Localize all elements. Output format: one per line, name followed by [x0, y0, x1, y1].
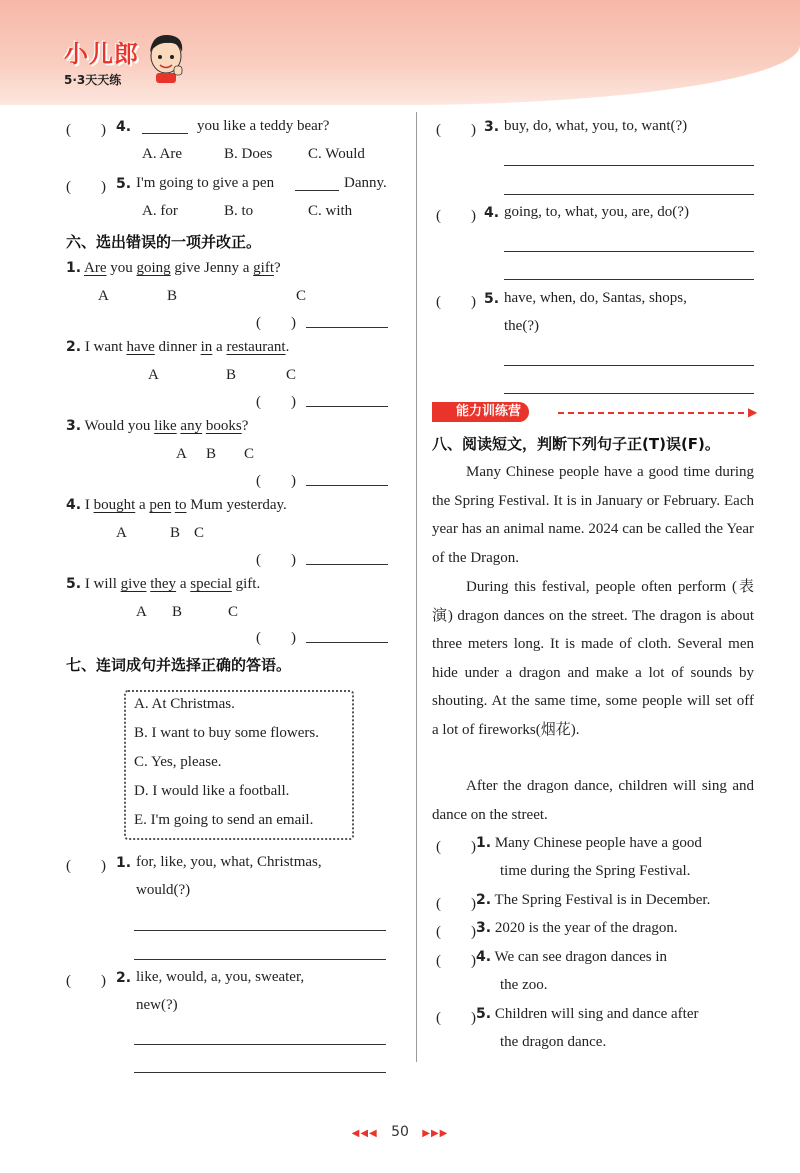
question-number: 4.: [484, 205, 500, 221]
fill-blank[interactable]: [295, 177, 339, 191]
answer-paren[interactable]: ( ): [436, 1010, 476, 1026]
answer-option: D. I would like a football.: [134, 783, 290, 799]
label-c: C: [244, 446, 255, 462]
question-number: 2.: [116, 970, 132, 986]
label-c: C: [296, 288, 307, 304]
question-number: 5.: [116, 176, 132, 192]
answer-paren[interactable]: ( ): [66, 858, 106, 874]
sentence-line[interactable]: [504, 251, 754, 252]
tf-item-cont: the zoo.: [500, 977, 548, 993]
word-list: for, like, you, what, Christmas,: [136, 854, 322, 870]
answer-paren[interactable]: ( ): [256, 315, 296, 331]
section-8-title: 八、阅读短文，判断下列句子正(T)误(F)。: [432, 435, 720, 453]
label-c: C: [228, 604, 239, 620]
badge-rule: [558, 412, 754, 414]
tf-item: 1. Many Chinese people have a good: [476, 835, 702, 851]
answer-option: E. I'm going to send an email.: [134, 812, 314, 828]
sentence-line[interactable]: [504, 279, 754, 280]
answer-option: C. Yes, please.: [134, 754, 222, 770]
option-c: C. Would: [308, 146, 365, 162]
section-7-title: 七、连词成句并选择正确的答语。: [66, 656, 292, 674]
label-a: A: [98, 288, 109, 304]
label-b: B: [167, 288, 178, 304]
label-b: B: [172, 604, 183, 620]
sentence-line[interactable]: [134, 1044, 386, 1045]
error-sentence: 4. I bought a pen to Mum yesterday.: [66, 497, 287, 513]
answer-paren[interactable]: ( ): [436, 208, 476, 224]
option-a: A. Are: [142, 146, 182, 162]
brand-title: 小儿郎: [64, 40, 139, 68]
tf-item-cont: the dragon dance.: [500, 1034, 607, 1050]
answer-paren[interactable]: ( ): [256, 630, 296, 646]
column-divider: [416, 112, 417, 1062]
brand-logo: [64, 34, 139, 88]
correction-line[interactable]: [306, 406, 388, 407]
tf-item-cont: time during the Spring Festival.: [500, 863, 691, 879]
tf-item: 2. The Spring Festival is in December.: [476, 892, 711, 908]
page-footer: [0, 1124, 800, 1140]
error-sentence: 2. I want have dinner in a restaurant.: [66, 339, 290, 355]
sentence-line[interactable]: [504, 165, 754, 166]
passage-paragraph: After the dragon dance, children will sing and dance on the street.: [432, 778, 754, 823]
label-a: A: [148, 367, 159, 383]
question-number: 4.: [116, 119, 132, 135]
label-b: B: [206, 446, 217, 462]
answer-paren[interactable]: ( ): [436, 122, 476, 138]
next-arrows-icon: ▶▶▶: [422, 1128, 449, 1139]
answer-paren[interactable]: ( ): [436, 294, 476, 310]
word-list-cont: the(?): [504, 318, 539, 334]
tf-item: 4. We can see dragon dances in: [476, 949, 668, 965]
arrow-icon: ▶: [748, 405, 758, 419]
word-list: going, to, what, you, are, do(?): [504, 204, 689, 220]
correction-line[interactable]: [306, 485, 388, 486]
correction-line[interactable]: [306, 564, 388, 565]
section-badge: 能力训练营: [432, 402, 529, 422]
answer-paren[interactable]: ( ): [436, 839, 476, 855]
sentence-line[interactable]: [134, 959, 386, 960]
question-text-end: Danny.: [344, 175, 387, 191]
label-c: C: [286, 367, 297, 383]
label-b: B: [170, 525, 181, 541]
page-number: 50: [391, 1124, 409, 1140]
passage-paragraph: During this festival, people often perform (表演) dragon dances on the street. The dragon is about three meters long. It is made of cloth. Several men hide under a dragon and make a lot of sounds by shouting. At the same time, some people will set off a lot of fireworks(烟花).: [432, 579, 754, 738]
error-sentence: 3. Would you like any books?: [66, 418, 249, 434]
option-a: A. for: [142, 203, 178, 219]
tf-item: 5. Children will sing and dance after: [476, 1006, 699, 1022]
word-list: have, when, do, Santas, shops,: [504, 290, 687, 306]
option-c: C. with: [308, 203, 353, 219]
answer-paren[interactable]: ( ): [436, 924, 476, 940]
answer-paren[interactable]: ( ): [66, 973, 106, 989]
label-a: A: [136, 604, 147, 620]
sentence-line[interactable]: [504, 393, 754, 394]
word-list-cont: new(?): [136, 997, 178, 1013]
error-sentence: 1. Are you going give Jenny a gift?: [66, 260, 281, 276]
option-b: B. Does: [224, 146, 273, 162]
sentence-line[interactable]: [134, 1072, 386, 1073]
question-number: 5.: [484, 291, 500, 307]
word-list: buy, do, what, you, to, want(?): [504, 118, 688, 134]
label-a: A: [176, 446, 187, 462]
correction-line[interactable]: [306, 327, 388, 328]
sentence-line[interactable]: [504, 194, 754, 195]
answer-options-box: [124, 690, 354, 840]
correction-line[interactable]: [306, 642, 388, 643]
answer-option: B. I want to buy some flowers.: [134, 725, 319, 741]
passage-paragraph: Many Chinese people have a good time during the Spring Festival. It is in January or February. Each year has an animal name. 2024 can be called the Year of the Dragon.: [432, 464, 754, 566]
section-6-title: 六、选出错误的一项并改正。: [66, 233, 262, 251]
label-a: A: [116, 525, 127, 541]
brand-subtitle: 5·3天天练: [64, 73, 122, 87]
answer-paren[interactable]: ( ): [436, 953, 476, 969]
prev-arrows-icon: ◀◀◀: [351, 1128, 378, 1139]
answer-paren[interactable]: ( ): [256, 552, 296, 568]
answer-paren[interactable]: ( ): [66, 179, 106, 195]
error-sentence: 5. I will give they a special gift.: [66, 576, 261, 592]
mascot-boy-icon: [144, 30, 188, 84]
answer-paren[interactable]: ( ): [256, 473, 296, 489]
label-b: B: [226, 367, 237, 383]
question-text: you like a teddy bear?: [197, 118, 330, 134]
answer-paren[interactable]: ( ): [256, 394, 296, 410]
answer-paren[interactable]: ( ): [66, 122, 106, 138]
word-list: like, would, a, you, sweater,: [136, 969, 305, 985]
question-number: 1.: [116, 855, 132, 871]
label-c: C: [194, 525, 205, 541]
tf-item: 3. 2020 is the year of the dragon.: [476, 920, 678, 936]
sentence-line[interactable]: [504, 365, 754, 366]
answer-paren[interactable]: ( ): [436, 896, 476, 912]
option-b: B. to: [224, 203, 254, 219]
question-number: 3.: [484, 119, 500, 135]
word-list-cont: would(?): [136, 882, 191, 898]
fill-blank[interactable]: [142, 120, 188, 134]
answer-option: A. At Christmas.: [134, 696, 235, 712]
sentence-line[interactable]: [134, 930, 386, 931]
question-text: I'm going to give a pen: [136, 175, 275, 191]
